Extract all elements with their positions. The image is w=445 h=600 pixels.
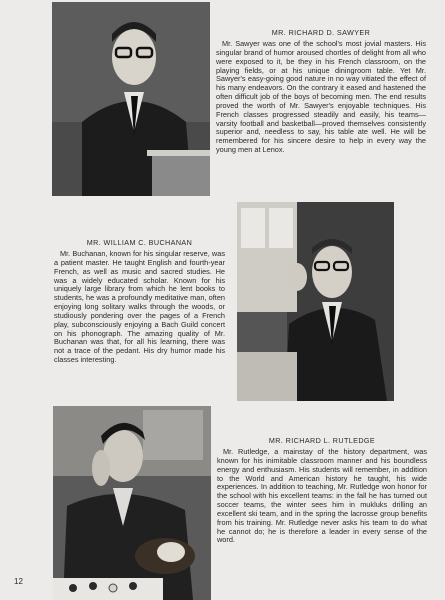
rutledge-bio-text: Mr. Rutledge, a mainstay of the history department, was known for his inimitable classroom manner and his boundless energy and enthusiasm. His students will remember, in addition to the World and American history he taught, his wide experiences. In addition to teaching, Mr. Rutledge won honor for the school with his excellent teams: in the fall he has turned out soccer teams, the winter sees him in mukluks drilling an excellent ski team, and in the spring the lacrosse group benefits from his training. Mr. Rutledge never asks his team to do what he cannot do; he is therefore a leader in every sense of the word. — [217, 447, 427, 545]
buchanan-bio — [54, 238, 225, 365]
buchanan-bio-text: Mr. Buchanan, known for his singular reserve, was a patient master. He taught English and fourth-year French, as well as music and sacred studies. He was a widely educated scholar. Known for his uniquely large library from which he lent books to students, he was a profoundly meditative man, often enjoying long solitary walks through the woods, or studiously pondering over the pages of a French play, subconsciously enjoying a Bach Guild concert on his phonograph. The amazing quality of Mr. Buchanan was that, for all his learning, there was not a trace of the pedant. His dry humor made his classes interesting. — [54, 249, 225, 365]
rutledge-name: MR. RICHARD L. RUTLEDGE — [268, 436, 376, 445]
sawyer-photo — [52, 2, 210, 196]
rutledge-photo — [53, 406, 211, 600]
buchanan-name: MR. WILLIAM C. BUCHANAN — [86, 238, 193, 247]
sawyer-name: MR. RICHARD D. SAWYER — [271, 28, 371, 37]
sawyer-bio — [216, 28, 426, 155]
sawyer-bio-text: Mr. Sawyer was one of the school's most jovial masters. His singular brand of humor aroused chortles of delight from all who were exposed to it, be they in his French classroom, on the playing fields, or at his unique diningroom table. Yet Mr. Sawyer's easy-going good nature in no way vitiated the effect of his many endeavors. On the contrary it eased and hastened the often difficult job of the boys of becoming men. The end results proved the worth of Mr. Sawyer's enjoyable techniques. His French classes progressed steadily and easily, his teams—varsity football and basketball—proved themselves consistently superior and, needless to say, his table ate well. He will be remembered for his sincere desire to help in every way the young men at Lenox. — [216, 39, 426, 155]
page-number: 12 — [14, 577, 23, 586]
rutledge-bio — [217, 436, 427, 545]
buchanan-photo — [237, 202, 394, 401]
